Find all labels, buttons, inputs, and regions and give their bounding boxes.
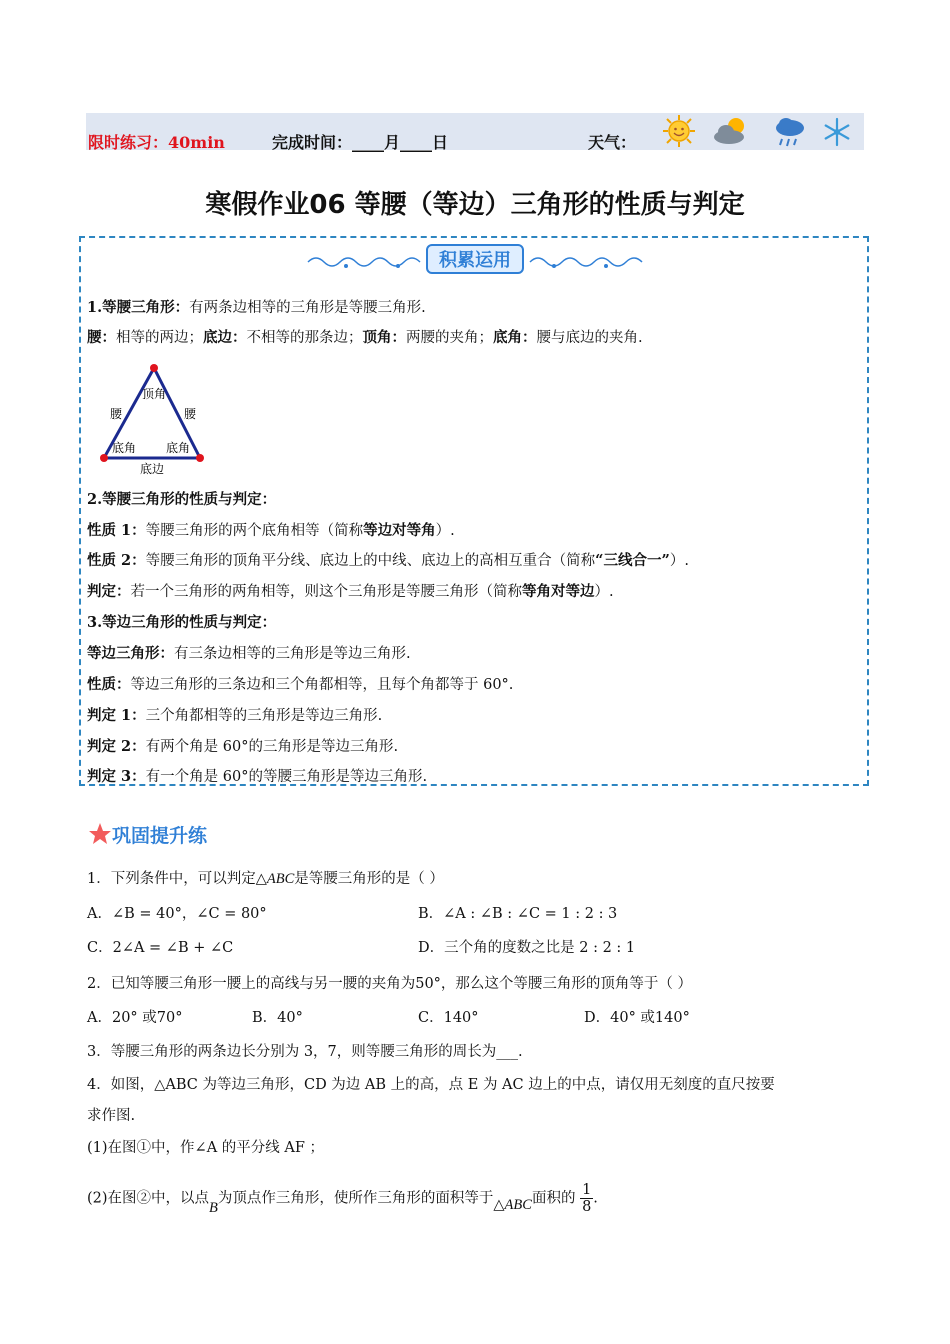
question-4-cont: 求作图. <box>87 1108 136 1124</box>
q2-option-c: C．140° <box>418 1010 479 1026</box>
knowledge-line-2: 腰：相等的两边；底边：不相等的那条边；顶角：两腰的夹角；底角：腰与底边的夹角. <box>87 329 643 346</box>
question-2: 2．已知等腰三角形一腰上的高线与另一腰的夹角为50°，那么这个等腰三角形的顶角等于（ ） <box>87 976 693 992</box>
q1-option-c: C．2∠A = ∠B + ∠C <box>87 940 234 956</box>
base-label: 底边 <box>139 462 165 476</box>
q2-option-d: D．40° 或140° <box>584 1010 690 1026</box>
star-icon <box>88 822 114 846</box>
q2-option-a: A．20° 或70° <box>87 1010 183 1026</box>
right-leg-label: 腰 <box>183 407 197 421</box>
question-4-part-2: (2)在图②中，以点B为顶点作三角形，使所作三角形的面积等于△ABC面积的 $\frac{1}{8}$ . <box>87 1182 598 1216</box>
right-base-angle-label: 底角 <box>165 441 191 455</box>
section-title: 巩固提升练 <box>112 825 208 847</box>
question-3: 3．等腰三角形的两条边长分别为 3，7，则等腰三角形的周长为___. <box>87 1044 523 1060</box>
question-4: 4．如图，△ABC 为等边三角形，CD 为边 AB 上的高，点 E 为 AC 边上的中点，请仅用无刻度的直尺按要 <box>87 1077 775 1093</box>
isosceles-triangle-figure <box>96 362 212 476</box>
section-badge: 积累运用 <box>426 244 524 274</box>
knowledge-line-3: 2.等腰三角形的性质与判定： <box>87 491 277 508</box>
apex-label: 顶角 <box>141 387 167 401</box>
knowledge-line-8: 等边三角形：有三条边相等的三角形是等边三角形. <box>87 645 411 662</box>
partly-cloudy-icon <box>712 115 752 147</box>
left-base-angle-label: 底角 <box>111 441 137 455</box>
question-4-part-1: (1)在图①中，作∠A 的平分线 AF ； <box>87 1140 325 1156</box>
knowledge-line-4: 性质 1：等腰三角形的两个底角相等（简称等边对等角）. <box>87 522 455 539</box>
question-1: 1．下列条件中，可以判定△ABC是等腰三角形的是（ ） <box>87 871 444 887</box>
knowledge-line-1: 1.等腰三角形：有两条边相等的三角形是等腰三角形. <box>87 299 426 316</box>
knowledge-line-7: 3.等边三角形的性质与判定： <box>87 614 277 631</box>
knowledge-line-5: 性质 2：等腰三角形的顶角平分线、底边上的中线、底边上的高相互重合（简称“三线合一”）. <box>87 552 689 569</box>
q1-option-b: B．∠A : ∠B : ∠C = 1 : 2 : 3 <box>418 906 618 922</box>
fraction: $\frac{1}{8}$ <box>582 1182 592 1215</box>
snowflake-icon <box>822 117 852 147</box>
knowledge-line-6: 判定：若一个三角形的两角相等，则这个三角形是等腰三角形（简称等角对等边）. <box>87 583 614 600</box>
left-wave-decoration <box>306 250 424 272</box>
knowledge-line-10: 判定 1：三个角都相等的三角形是等边三角形. <box>87 707 383 724</box>
knowledge-line-12: 判定 3：有一个角是 60°的等腰三角形是等边三角形. <box>87 768 428 785</box>
knowledge-line-9: 性质：等边三角形的三条边和三个角都相等，且每个角都等于 60°. <box>87 676 514 693</box>
sun-icon <box>662 114 696 148</box>
weather-label: 天气： <box>588 133 637 152</box>
q2-option-b: B．40° <box>252 1010 303 1026</box>
completion-time: 完成时间：____月____日 <box>272 133 449 152</box>
left-leg-label: 腰 <box>109 407 123 421</box>
rain-cloud-icon <box>773 115 807 149</box>
knowledge-line-11: 判定 2：有两个角是 60°的三角形是等边三角形. <box>87 738 399 755</box>
knowledge-box <box>79 236 869 786</box>
q1-option-a: A．∠B = 40°，∠C = 80° <box>87 906 267 922</box>
time-limit: 限时练习：40min <box>88 133 225 152</box>
right-wave-decoration <box>528 250 646 272</box>
page-title: 寒假作业06 等腰（等边）三角形的性质与判定 <box>205 190 745 220</box>
q1-option-d: D．三个角的度数之比是 2 : 2 : 1 <box>418 940 636 956</box>
